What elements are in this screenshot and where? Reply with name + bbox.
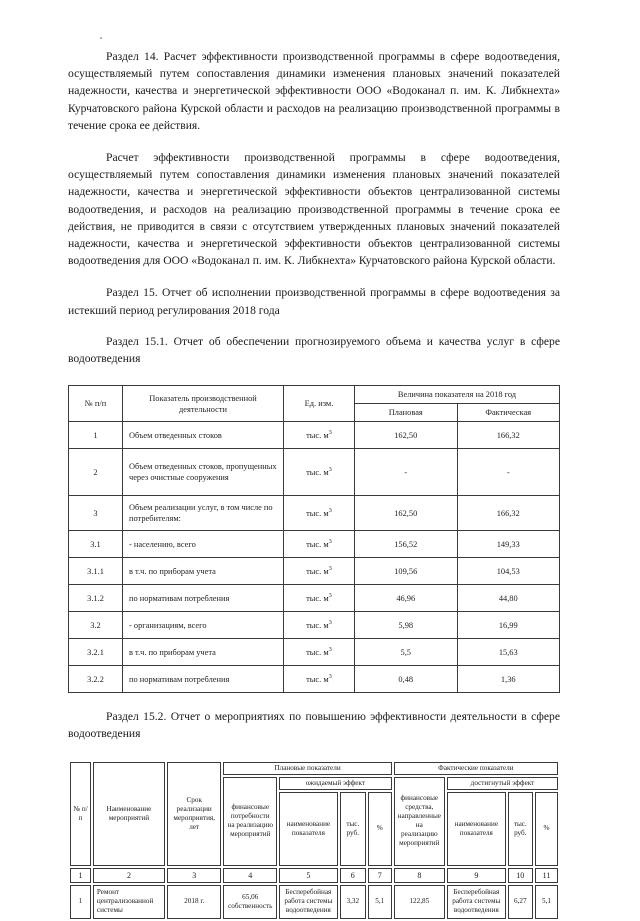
cell-num: 3.2	[69, 612, 123, 639]
cell-plan: -	[355, 449, 458, 496]
header-planned-group: Плановые показатели	[223, 762, 391, 775]
cell-expected-name: Бесперебойная работа системы водоотведения	[279, 885, 338, 919]
cell-measure-name: Ремонт централизованной системы	[93, 885, 165, 919]
header-expected-thousand: тыс. руб.	[340, 792, 366, 866]
header-actual-finance: финансовые средства, направленные на реализацию мероприятий	[394, 777, 445, 866]
cell-expected-percent: 5,1	[368, 885, 392, 919]
cell-achieved-percent: 5,1	[535, 885, 558, 919]
scan-speck	[100, 37, 102, 39]
cell-fact: 149,33	[457, 531, 560, 558]
cell-plan: 156,52	[355, 531, 458, 558]
paragraph-section-15-1: Раздел 15.1. Отчет об обеспечении прогнозируемого объема и качества услуг в сфере водоотведения	[68, 334, 560, 366]
cell-fact: 166,32	[457, 496, 560, 531]
table-indicators-body	[69, 422, 560, 693]
cell-plan: 5,98	[355, 612, 458, 639]
colnum-10: 10	[508, 868, 533, 883]
cell-plan: 162,50	[355, 496, 458, 531]
table-measures-column-numbers	[70, 868, 558, 883]
table-indicators-header-row-1	[69, 386, 560, 404]
cell-plan: 0,48	[355, 666, 458, 693]
cell-achieved-thousand: 6,27	[508, 885, 533, 919]
colnum-9: 9	[447, 868, 506, 883]
paragraph-section-14: Раздел 14. Расчет эффективности производственной программы в сфере водоотведения, осуществляемый путем сопоставления динамики изменения плановых значений показателей надежности, качества и энергетической эффективности ООО «Водоканал п. им. К. Либкнехта» Курчатовского района Курской области и расходов на реализацию производственной программы в течение срока ее действия.	[68, 50, 560, 132]
paragraph-section-15: Раздел 15. Отчет об исполнении производственной программы в сфере водоотведения за истекший период регулирования 2018 года	[68, 286, 560, 317]
table-row	[69, 449, 560, 496]
cell-name: - организациям, всего	[123, 612, 284, 639]
table-row	[69, 585, 560, 612]
cell-fact: 104,53	[457, 558, 560, 585]
cell-name: Объем реализации услуг, в том числе по потребителям:	[123, 496, 284, 531]
table-row	[69, 639, 560, 666]
cell-actual-finance: 122,85	[394, 885, 445, 919]
table-efficiency-measures	[68, 760, 560, 921]
colnum-11: 11	[535, 868, 558, 883]
colnum-1: 1	[70, 868, 91, 883]
header-achieved-name: наименование показателя	[447, 792, 506, 866]
paragraph-section-15-2: Раздел 15.2. Отчет о мероприятиях по повышению эффективности деятельности в сфере водоотведения	[68, 710, 560, 741]
cell-fact: 15,63	[457, 639, 560, 666]
cell-plan: 46,96	[355, 585, 458, 612]
cell-fact: 166,32	[457, 422, 560, 449]
table-measures-body	[70, 885, 558, 919]
cell-unit: тыс. $м^3$	[284, 585, 355, 612]
cell-plan: 162,50	[355, 422, 458, 449]
cell-unit: тыс. $м^3$	[284, 449, 355, 496]
header-achieved-thousand: тыс. руб.	[508, 792, 533, 866]
table-row	[69, 612, 560, 639]
cell-achieved-name: Бесперебойная работа системы водоотведения	[447, 885, 506, 919]
cell-unit: тыс. $м^3$	[284, 639, 355, 666]
cell-fact: 16,99	[457, 612, 560, 639]
cell-unit: тыс. $м^3$	[284, 496, 355, 531]
table-measures-header-row-1	[70, 762, 558, 775]
cell-num: 1	[69, 422, 123, 449]
header-expected-name: наименование показателя	[279, 792, 338, 866]
cell-name: в т.ч. по приборам учета	[123, 639, 284, 666]
colnum-8: 8	[394, 868, 445, 883]
cell-unit: тыс. $м^3$	[284, 558, 355, 585]
header-unit: Ед. изм.	[284, 386, 355, 422]
header-expected-percent: %	[368, 792, 392, 866]
cell-plan: 5,5	[355, 639, 458, 666]
colnum-7: 7	[368, 868, 392, 883]
header-plan-finance: финансовые потребности на реализацию мероприятий	[223, 777, 277, 866]
colnum-2: 2	[93, 868, 165, 883]
cell-unit: тыс. $м^3$	[284, 666, 355, 693]
header-num: № п/п	[70, 762, 91, 866]
header-expected-effect: ожидаемый эффект	[279, 777, 392, 790]
cell-name: Объем отведенных стоков, пропущенных через очистные сооружения	[123, 449, 284, 496]
cell-num: 3.2.2	[69, 666, 123, 693]
colnum-3: 3	[167, 868, 222, 883]
cell-num: 3.1.2	[69, 585, 123, 612]
header-plan: Плановая	[355, 404, 458, 422]
cell-num: 3	[69, 496, 123, 531]
table-row	[69, 531, 560, 558]
table-production-indicators	[68, 385, 560, 693]
cell-unit: тыс. $м^3$	[284, 422, 355, 449]
colnum-4: 4	[223, 868, 277, 883]
cell-num: 3.1	[69, 531, 123, 558]
cell-plan-finance: 65,06 собственность	[223, 885, 277, 919]
header-num: № п/п	[69, 386, 123, 422]
cell-name: по нормативам потребления	[123, 666, 284, 693]
cell-fact: 1,36	[457, 666, 560, 693]
document-content	[68, 48, 560, 921]
cell-unit: тыс. $м^3$	[284, 531, 355, 558]
cell-fact: 44,80	[457, 585, 560, 612]
cell-num: 3.1.1	[69, 558, 123, 585]
cell-num: 2	[69, 449, 123, 496]
header-achieved-percent: %	[535, 792, 558, 866]
cell-num: 1	[70, 885, 91, 919]
cell-name: в т.ч. по приборам учета	[123, 558, 284, 585]
header-measure-name: Наименование мероприятий	[93, 762, 165, 866]
table-indicators-head	[69, 386, 560, 422]
header-fact: Фактическая	[457, 404, 560, 422]
cell-name: Объем отведенных стоков	[123, 422, 284, 449]
cell-fact: -	[457, 449, 560, 496]
table-row	[69, 666, 560, 693]
header-actual-group: Фактические показатели	[394, 762, 558, 775]
cell-name: по нормативам потребления	[123, 585, 284, 612]
cell-unit: тыс. $м^3$	[284, 612, 355, 639]
table-measures-head	[70, 762, 558, 883]
header-term: Срок реализации мероприятия, лет	[167, 762, 222, 866]
cell-plan: 109,56	[355, 558, 458, 585]
paragraph-section-14-body: Расчет эффективности производственной программы в сфере водоотведения, осуществляемый путем сопоставления динамики изменения плановых значений показателей надежности, качества и энергетической эффективности объектов централизованной системы водоотведения, и расходов на реализацию производственной программы в течение срока ее действия, не приводится в связи с отсутствием утвержденных плановых значений показателей надежности, качества и энергетической эффективности объектов централизованной системы водоотведения для ООО «Водоканал п. им. К. Либкнехта» Курчатовского района Курской области.	[68, 151, 560, 268]
cell-expected-thousand: 3,32	[340, 885, 366, 919]
table-row	[69, 558, 560, 585]
header-achieved-effect: достигнутый эффект	[447, 777, 558, 790]
table-row	[70, 885, 558, 919]
table-row	[69, 422, 560, 449]
cell-term: 2018 г.	[167, 885, 222, 919]
header-value-group: Величина показателя на 2018 год	[355, 386, 560, 404]
colnum-5: 5	[279, 868, 338, 883]
cell-num: 3.2.1	[69, 639, 123, 666]
colnum-6: 6	[340, 868, 366, 883]
header-indicator-name: Показатель производственной деятельности	[123, 386, 284, 422]
table-row	[69, 496, 560, 531]
cell-name: - населению, всего	[123, 531, 284, 558]
